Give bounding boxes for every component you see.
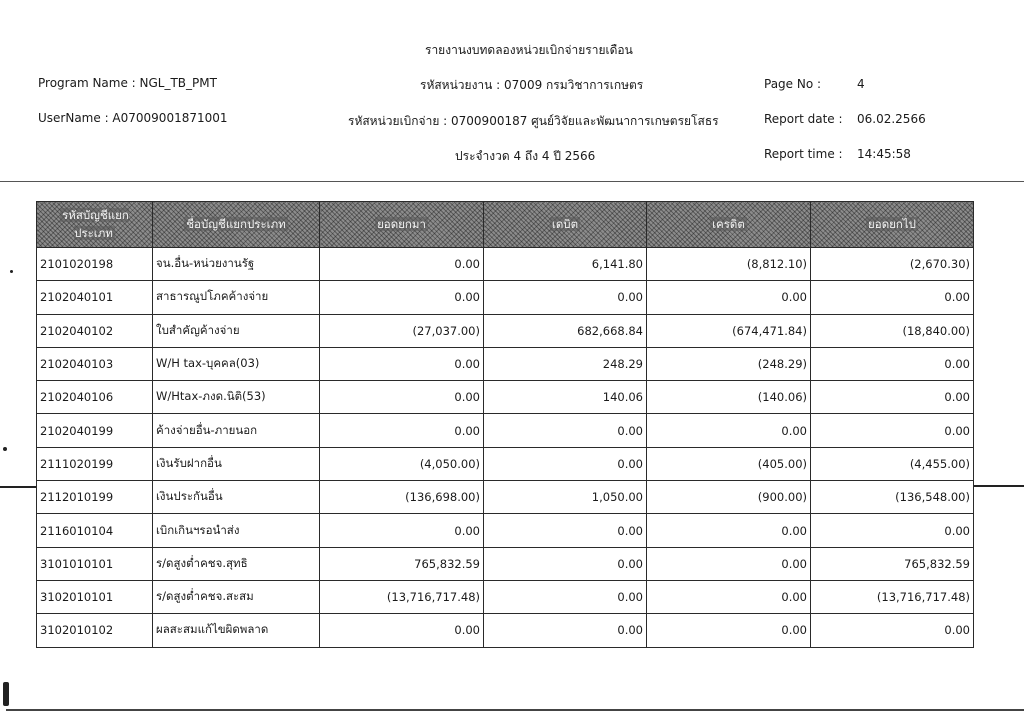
brought-forward-cell: 0.00 — [320, 347, 484, 380]
account-code-cell: 2111020199 — [37, 447, 153, 480]
debit-cell: 0.00 — [484, 281, 647, 314]
scan-top-edge — [0, 181, 1024, 182]
table-row — [37, 248, 974, 281]
report-date-label: Report date : — [764, 112, 843, 126]
carried-forward-cell: 765,832.59 — [811, 547, 974, 580]
credit-cell: (8,812.10) — [647, 248, 811, 281]
carried-forward-cell: (136,548.00) — [811, 481, 974, 514]
table-row — [37, 414, 974, 447]
brought-forward-cell: 0.00 — [320, 414, 484, 447]
carried-forward-cell: 0.00 — [811, 281, 974, 314]
account-code-cell: 2102040101 — [37, 281, 153, 314]
account-name-cell: จน.อื่น-หน่วยงานรัฐ — [153, 248, 320, 281]
account-code-cell: 2116010104 — [37, 514, 153, 547]
table-header-row — [37, 202, 974, 248]
brought-forward-cell: 0.00 — [320, 281, 484, 314]
account-name-cell: เงินรับฝากอื่น — [153, 447, 320, 480]
account-name-cell: ร/ดสูงต่ำคชจ.สุทธิ — [153, 547, 320, 580]
scan-speck — [3, 682, 9, 706]
brought-forward-cell: 0.00 — [320, 381, 484, 414]
credit-cell: 0.00 — [647, 580, 811, 613]
table-row — [37, 314, 974, 347]
brought-forward-cell: (27,037.00) — [320, 314, 484, 347]
brought-forward-cell: (13,716,717.48) — [320, 580, 484, 613]
carried-forward-cell: (2,670.30) — [811, 248, 974, 281]
table-row — [37, 347, 974, 380]
table-row — [37, 381, 974, 414]
brought-forward-cell: (136,698.00) — [320, 481, 484, 514]
report-title: รายงานงบทดลองหน่วยเบิกจ่ายรายเดือน — [425, 43, 633, 57]
credit-cell: (248.29) — [647, 347, 811, 380]
debit-cell: 140.06 — [484, 381, 647, 414]
brought-forward-cell: 0.00 — [320, 614, 484, 647]
debit-cell: 1,050.00 — [484, 481, 647, 514]
scan-bottom-edge — [6, 709, 1024, 711]
table-row — [37, 447, 974, 480]
debit-cell: 0.00 — [484, 414, 647, 447]
debit-cell: 0.00 — [484, 547, 647, 580]
table-row — [37, 281, 974, 314]
page-no-label: Page No : — [764, 77, 822, 91]
period: ประจำงวด 4 ถึง 4 ปี 2566 — [455, 149, 596, 163]
credit-cell: 0.00 — [647, 547, 811, 580]
account-name-cell: ผลสะสมแก้ไขผิดพลาด — [153, 614, 320, 647]
account-name-cell: W/H tax-บุคคล(03) — [153, 347, 320, 380]
carried-forward-cell: 0.00 — [811, 381, 974, 414]
table-row — [37, 514, 974, 547]
account-code-cell: 3102010101 — [37, 580, 153, 613]
credit-cell: 0.00 — [647, 281, 811, 314]
table-row — [37, 580, 974, 613]
debit-cell: 0.00 — [484, 447, 647, 480]
credit-cell: 0.00 — [647, 414, 811, 447]
debit-cell: 682,668.84 — [484, 314, 647, 347]
col-header-account-code: รหัสบัญชีแยกประเภท — [37, 202, 153, 248]
col-header-brought-forward: ยอดยกมา — [320, 202, 484, 248]
col-header-account-name: ชื่อบัญชีแยกประเภท — [153, 202, 320, 248]
scan-speck — [10, 270, 13, 273]
debit-cell: 6,141.80 — [484, 248, 647, 281]
col-header-debit: เดบิต — [484, 202, 647, 248]
credit-cell: (900.00) — [647, 481, 811, 514]
table-row — [37, 614, 974, 647]
brought-forward-cell: 765,832.59 — [320, 547, 484, 580]
account-name-cell: ใบสำคัญค้างจ่าย — [153, 314, 320, 347]
debit-cell: 0.00 — [484, 514, 647, 547]
account-name-cell: สาธารณูปโภคค้างจ่าย — [153, 281, 320, 314]
credit-cell: 0.00 — [647, 514, 811, 547]
report-date-value: 06.02.2566 — [857, 112, 926, 126]
scan-fold-line — [0, 486, 36, 488]
col-header-credit: เครดิต — [647, 202, 811, 248]
scan-speck — [3, 447, 7, 451]
page-no-value: 4 — [857, 77, 865, 91]
debit-cell: 248.29 — [484, 347, 647, 380]
account-name-cell: เงินประกันอื่น — [153, 481, 320, 514]
account-code-cell: 2102040106 — [37, 381, 153, 414]
debit-cell: 0.00 — [484, 614, 647, 647]
account-code-cell: 2101020198 — [37, 248, 153, 281]
account-name-cell: ร/ดสูงต่ำคชจ.สะสม — [153, 580, 320, 613]
col-header-carried-forward: ยอดยกไป — [811, 202, 974, 248]
credit-cell: (405.00) — [647, 447, 811, 480]
credit-cell: 0.00 — [647, 614, 811, 647]
account-name-cell: ค้างจ่ายอื่น-ภายนอก — [153, 414, 320, 447]
carried-forward-cell: 0.00 — [811, 514, 974, 547]
carried-forward-cell: (18,840.00) — [811, 314, 974, 347]
account-code-cell: 3101010101 — [37, 547, 153, 580]
credit-cell: (674,471.84) — [647, 314, 811, 347]
carried-forward-cell: 0.00 — [811, 614, 974, 647]
username: UserName : A07009001871001 — [38, 111, 228, 125]
carried-forward-cell: 0.00 — [811, 347, 974, 380]
brought-forward-cell: 0.00 — [320, 514, 484, 547]
carried-forward-cell: (4,455.00) — [811, 447, 974, 480]
account-code-cell: 2102040102 — [37, 314, 153, 347]
disbursing-unit: รหัสหน่วยเบิกจ่าย : 0700900187 ศูนย์วิจัยและพัฒนาการเกษตรยโสธร — [348, 114, 719, 128]
program-name: Program Name : NGL_TB_PMT — [38, 76, 217, 90]
account-code-cell: 2102040103 — [37, 347, 153, 380]
trial-balance-table — [36, 201, 974, 648]
credit-cell: (140.06) — [647, 381, 811, 414]
table-row — [37, 481, 974, 514]
account-code-cell: 2102040199 — [37, 414, 153, 447]
report-time-label: Report time : — [764, 147, 843, 161]
report-time-value: 14:45:58 — [857, 147, 911, 161]
account-code-cell: 3102010102 — [37, 614, 153, 647]
account-code-cell: 2112010199 — [37, 481, 153, 514]
debit-cell: 0.00 — [484, 580, 647, 613]
scan-fold-line-right — [974, 485, 1024, 487]
brought-forward-cell: (4,050.00) — [320, 447, 484, 480]
table-row — [37, 547, 974, 580]
carried-forward-cell: 0.00 — [811, 414, 974, 447]
carried-forward-cell: (13,716,717.48) — [811, 580, 974, 613]
account-name-cell: เบิกเกินฯรอนำส่ง — [153, 514, 320, 547]
account-name-cell: W/Htax-ภงด.นิติ(53) — [153, 381, 320, 414]
agency-code: รหัสหน่วยงาน : 07009 กรมวิชาการเกษตร — [420, 78, 644, 92]
brought-forward-cell: 0.00 — [320, 248, 484, 281]
